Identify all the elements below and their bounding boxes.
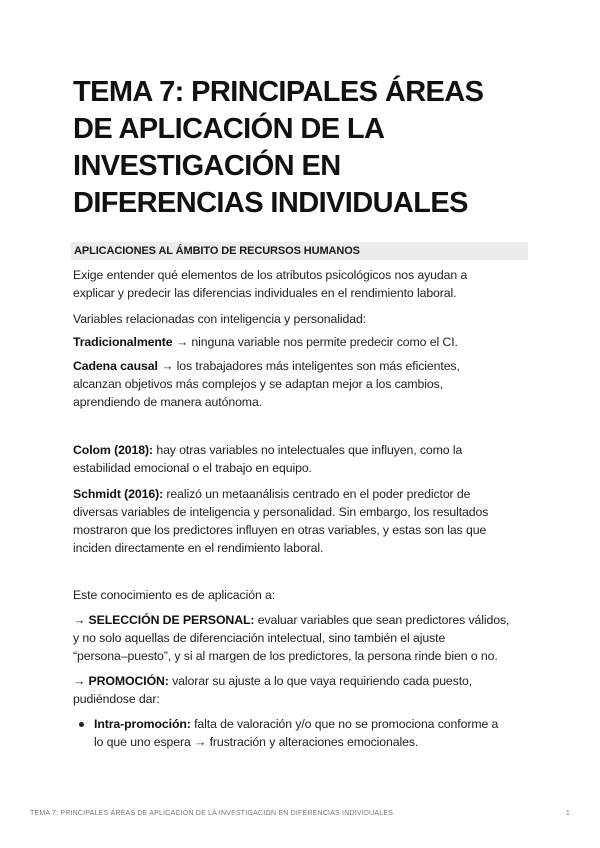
bold-label: Cadena causal: [73, 359, 158, 373]
text-line: Este conocimiento es de aplicación a:: [73, 588, 276, 602]
text-line: estabilidad emocional o el trabajo en equipo.: [73, 461, 312, 475]
bullet-icon: [79, 722, 84, 727]
bold-label: → SELECCIÓN DE PERSONAL:: [73, 613, 255, 627]
text-line: [73, 441, 533, 459]
text-line: aprendiendo de manera autónoma.: [73, 395, 263, 409]
bold-label: Intra-promoción:: [94, 717, 191, 731]
inline-text: → los trabajadores más inteligentes son más eficientes,: [157, 359, 460, 373]
bold-label: Schmidt (2016):: [73, 487, 164, 501]
footer-text: TEMA 7: PRINCIPALES ÁREAS DE APLICACIÓN DE LA INVESTIGACIÓN EN DIFERENCIAS INDIVIDUALES: [30, 810, 394, 817]
text-line: inciden directamente en el rendimiento laboral.: [73, 541, 324, 555]
bold-label: Colom (2018):: [73, 443, 154, 457]
bold-label: Tradicionalmente: [73, 335, 173, 349]
tradicionalmente-paragraph: [73, 333, 533, 351]
bold-label: → PROMOCIÓN:: [73, 674, 169, 688]
text-line: alcanzan objetivos más complejos y se adaptan mejor a los cambios,: [73, 377, 444, 391]
intro-paragraph: [73, 266, 533, 302]
page-title: [73, 74, 543, 222]
page-footer: [30, 810, 570, 817]
colom-paragraph: [73, 441, 533, 477]
text-line: [73, 611, 533, 629]
cadena-causal-paragraph: [73, 357, 533, 411]
text-line: y no solo aquellas de diferenciación intelectual, sino también el ajuste: [73, 631, 446, 645]
text-line: Variables relacionadas con inteligencia y personalidad:: [73, 312, 367, 326]
seleccion-paragraph: [73, 611, 533, 665]
conocimiento-paragraph: [73, 586, 533, 604]
inline-text: realizó un metaanálisis centrado en el poder predictor de: [163, 487, 471, 501]
schmidt-paragraph: [73, 485, 533, 557]
text-line: [73, 672, 533, 690]
text-line: explicar y predecir las diferencias individuales en el rendimiento laboral.: [73, 286, 457, 300]
title-line: INVESTIGACIÓN EN: [73, 150, 341, 182]
text-line: “persona–puesto”, y si al margen de los predictores, la persona rinde bien o no.: [73, 649, 498, 663]
text-line: [94, 715, 554, 733]
variables-paragraph: [73, 310, 533, 328]
inline-text: evaluar variables que sean predictores válidos,: [254, 613, 510, 627]
text-line: Exige entender qué elementos de los atributos psicológicos nos ayudan a: [73, 268, 468, 282]
text-line: [73, 485, 533, 503]
section-heading: APLICACIONES AL ÁMBITO DE RECURSOS HUMANOS: [71, 242, 528, 260]
page-number: 1: [565, 810, 570, 817]
text-line: pudiéndose dar:: [73, 692, 160, 706]
promocion-paragraph: [73, 672, 533, 708]
inline-text: falta de valoración y/o que no se promociona conforme a: [190, 717, 499, 731]
text-line: [73, 357, 533, 375]
text-line: mostraron que los predictores influyen en otras variables, y estas son las que: [73, 523, 487, 537]
text-line: lo que uno espera → frustración y alteraciones emocionales.: [94, 735, 419, 749]
title-line: TEMA 7: PRINCIPALES ÁREAS: [73, 76, 484, 108]
title-line: DIFERENCIAS INDIVIDUALES: [73, 187, 468, 219]
inline-text: hay otras variables no intelectuales que influyen, como la: [153, 443, 463, 457]
text-line: diversas variables de inteligencia y personalidad. Sin embargo, los resultados: [73, 505, 489, 519]
intra-promocion-list-item: [94, 715, 554, 751]
text-line: [73, 333, 533, 351]
title-line: DE APLICACIÓN DE LA: [73, 113, 385, 145]
inline-text: valorar su ajuste a lo que vaya requiriendo cada puesto,: [168, 674, 473, 688]
inline-text: → ninguna variable nos permite predecir como el CI.: [172, 335, 458, 349]
